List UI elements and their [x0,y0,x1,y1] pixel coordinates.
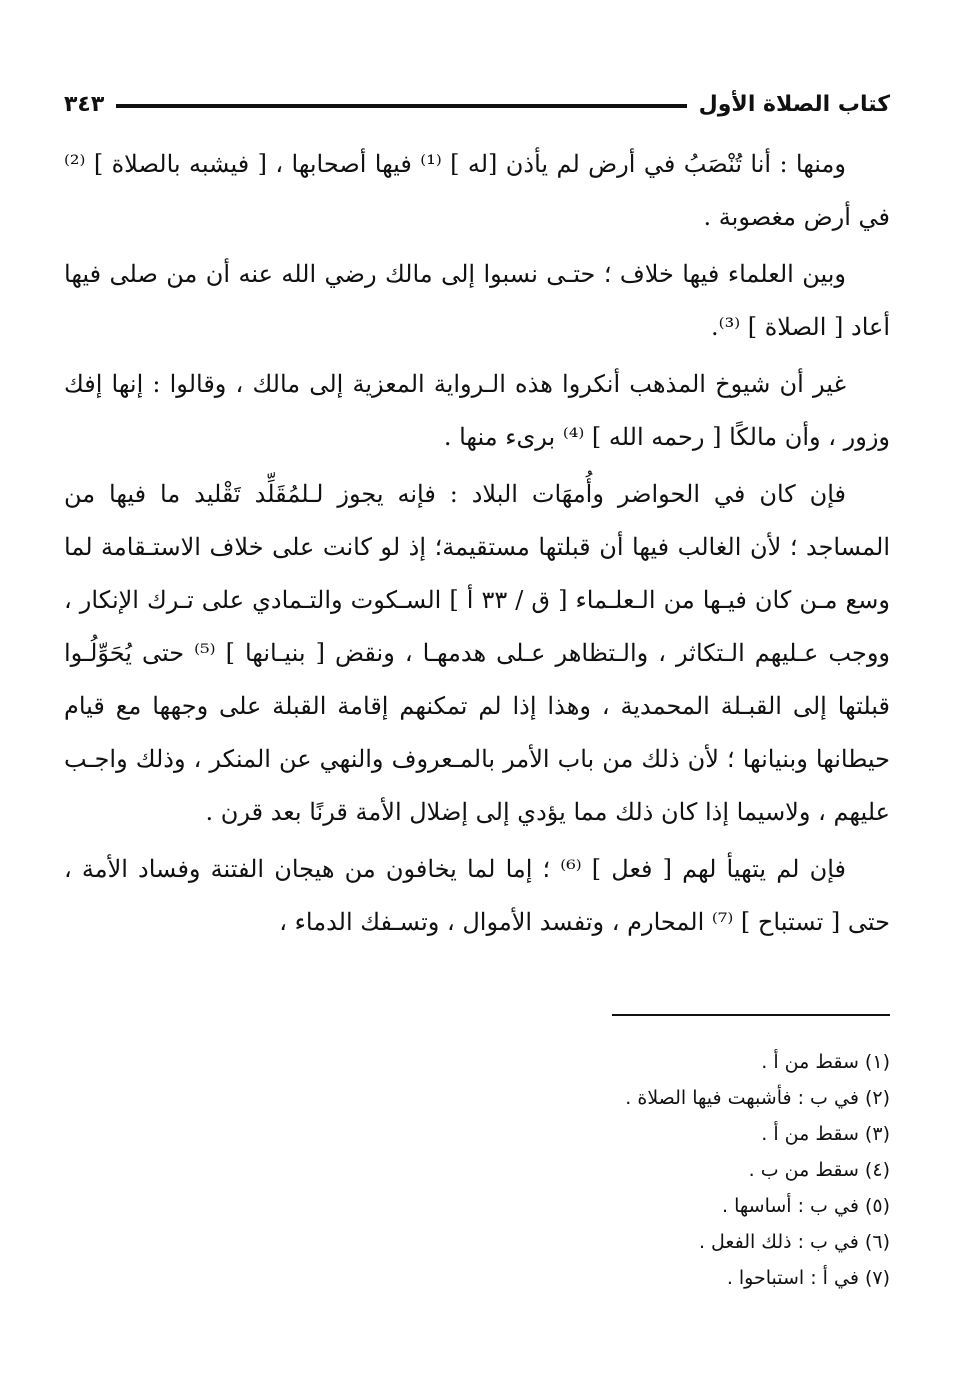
main-text [64,138,890,953]
header-rule [116,104,686,108]
chapter-title: كتاب الصلاة الأول [698,91,890,117]
footnote: (٧) في أ : استباحوا . [726,1267,890,1289]
footnote: (٤) سقط من ب . [748,1159,890,1181]
page-number: ٣٤٣ [64,91,105,117]
footnote: (١) سقط من أ . [761,1051,890,1073]
footnotes [290,1044,890,1296]
running-header [64,84,890,124]
footnote: (٥) في ب : أساسها . [722,1195,890,1217]
paragraph: وبين العلماء فيها خلاف ؛ حتـى نسبوا إلى مالك رضي الله عنه أن من صلى فيها أعاد [ الصلاة ] ⁽³⁾. [64,260,890,341]
footnote: (٣) سقط من أ . [761,1123,890,1145]
footnote: (٦) في ب : ذلك الفعل . [698,1231,890,1253]
footnote-separator [612,1014,890,1016]
paragraph: فإن لم يتهيأ لهم [ فعل ] ⁽⁶⁾ ؛ إما لما يخافون من هيجان الفتنة وفساد الأمة ، حتى [ تستباح ] ⁽⁷⁾ المحارم ، وتفسد الأموال ، وتسـفك الدماء ، [64,855,890,936]
footnote: (٢) في ب : فأشبهت فيها الصلاة . [625,1087,890,1109]
paragraph: غير أن شيوخ المذهب أنكروا هذه الـرواية المعزية إلى مالك ، وقالوا : إنها إفك وزور ، وأن مالكًا [ رحمه الله ] ⁽⁴⁾ برىء منها . [64,370,890,451]
paragraph: فإن كان في الحواضر وأُمهَات البلاد : فإنه يجوز لـلمُقَلِّد تَقْليد ما فيها من المساجد ؛ لأن الغالب فيها أن قبلتها مستقيمة؛ إذ لو كانت على خلاف الاستـقامة لما وسع مـن كان فيـها من الـعلـماء [ ق / ٣٣ أ ] السـكوت والتـمادي على تـرك الإنكار ، ووجب عـليهم الـتكاثر ، والـتظاهر عـلى هدمهـا ، ونقض [ بنيـانها ] ⁽⁵⁾ حتى يُحَوِّلُـوا قبلتها إلى القبـلة المحمدية ، وهذا إذا لم تمكنهم إقامة القبلة على وجهها مع قيام حيطانها وبنيانها ؛ لأن ذلك من باب الأمر بالمـعروف والنهي عن المنكر ، وذلك واجـب عليهم ، ولاسيما إذا كان ذلك مما يؤدي إلى إضلال الأمة قرنًا بعد قرن . [64,480,890,826]
paragraph: ومنها : أنا تُنْصَبُ في أرض لم يأذن [له ] ⁽¹⁾ فيها أصحابها ، [ فيشبه بالصلاة ] ⁽²⁾ في أرض مغصوبة . [64,150,890,231]
